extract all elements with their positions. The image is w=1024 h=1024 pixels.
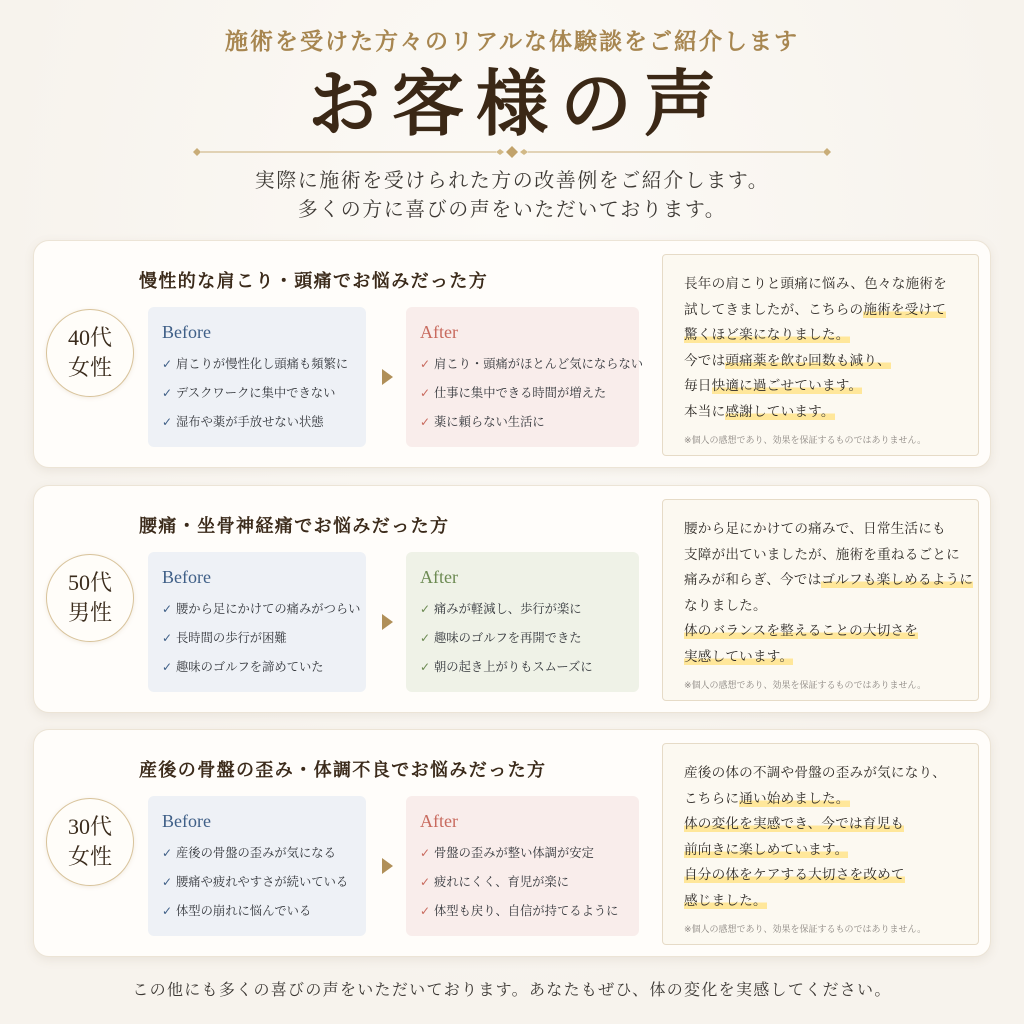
after-list	[420, 350, 643, 437]
comment-text: なりました。	[684, 597, 767, 614]
after-item	[420, 868, 618, 897]
intro-text	[0, 167, 1024, 225]
check-icon	[162, 653, 176, 682]
after-list	[420, 839, 618, 926]
after-label: After	[420, 811, 458, 831]
comment-text: 今では	[684, 352, 726, 369]
before-list	[162, 595, 360, 682]
customer-gender: 女性	[67, 355, 112, 380]
check-icon	[162, 624, 176, 653]
check-icon	[420, 897, 434, 926]
comment-text: 支障が出ていましたが、施術を重ねるごとに	[684, 546, 960, 563]
customer-badge	[46, 309, 134, 397]
check-icon	[420, 839, 434, 868]
closing-message: この他にも多くの喜びの声をいただいております。あなたもぜひ、体の変化を実感してください。	[132, 982, 892, 999]
check-icon	[420, 595, 434, 624]
before-list	[162, 350, 348, 437]
customer-age: 40代	[67, 325, 112, 350]
comment-line	[684, 374, 978, 400]
before-item-text: 産後の骨盤の歪みが気になる	[176, 846, 336, 860]
before-item	[162, 408, 348, 437]
comment-line	[684, 272, 978, 298]
comment-line	[684, 787, 978, 813]
before-panel	[148, 796, 366, 936]
comment-line	[684, 400, 978, 426]
comment-highlight: 自分の体をケアする大切さを改めて	[684, 867, 905, 883]
check-icon	[162, 595, 176, 624]
comment-text: 腰から足にかけての痛みで、日常生活にも	[684, 521, 946, 537]
testimonial-card	[33, 729, 991, 957]
after-item	[420, 379, 643, 408]
comment-highlight: 快適に過ごせています。	[711, 378, 863, 394]
check-icon	[420, 379, 434, 408]
comment-highlight: 体のバランスを整えることの大切さを	[684, 623, 919, 639]
check-icon	[162, 839, 176, 868]
after-panel	[406, 796, 639, 936]
after-panel	[406, 307, 644, 447]
after-list	[420, 595, 593, 682]
before-panel	[148, 552, 366, 692]
after-item	[420, 653, 593, 682]
check-icon	[420, 653, 434, 682]
before-item-text: 体型の崩れに悩んでいる	[176, 904, 312, 918]
comment-text: こちらに	[684, 790, 740, 807]
before-item-text: 趣味のゴルフを諦めていた	[176, 660, 324, 674]
triangle-right-icon	[382, 858, 393, 874]
after-label: After	[420, 567, 458, 587]
before-list	[162, 839, 348, 926]
comment-highlight: 頭痛薬を飲む回数も減り、	[725, 352, 891, 369]
comment-highlight: 感じました。	[684, 892, 767, 909]
after-item-text: 朝の起き上がりもスムーズに	[434, 660, 593, 674]
comment-line	[684, 298, 978, 324]
comment-highlight: 実感しています。	[684, 648, 794, 665]
check-icon	[162, 897, 176, 926]
customer-comment	[662, 499, 979, 701]
comment-line	[684, 323, 978, 349]
comment-line	[684, 568, 978, 594]
comment-text: 産後の体の不調や骨盤の歪みが気になり、	[684, 765, 947, 781]
customer-age: 50代	[67, 570, 112, 595]
comment-text: 試してきましたが、こちらの	[684, 301, 864, 318]
comment-text: 毎日	[684, 378, 712, 394]
comment-line	[684, 543, 978, 569]
customer-gender: 男性	[67, 600, 112, 625]
before-item	[162, 595, 360, 624]
triangle-right-icon	[382, 369, 393, 385]
before-item	[162, 624, 360, 653]
before-label: Before	[162, 811, 211, 831]
disclaimer-note: ※個人の感想であり、効果を保証するものではありません。	[684, 436, 927, 446]
comment-line	[684, 349, 978, 375]
disclaimer-note: ※個人の感想であり、効果を保証するものではありません。	[684, 925, 927, 935]
comment-highlight: 通い始めました。	[739, 790, 850, 807]
comment-highlight: 体の変化を実感でき、今では育児も	[684, 816, 905, 832]
comment-highlight: ゴルフも楽しめるように	[821, 572, 974, 588]
comment-line	[684, 619, 978, 645]
after-item	[420, 595, 593, 624]
customer-comment	[662, 254, 979, 456]
comment-highlight: 感謝しています。	[725, 403, 835, 420]
after-item-text: 趣味のゴルフを再開できた	[434, 631, 582, 645]
testimonial-card	[33, 240, 991, 468]
after-item	[420, 624, 593, 653]
check-icon	[420, 624, 434, 653]
after-panel	[406, 552, 639, 692]
comment-line	[684, 517, 978, 543]
check-icon	[162, 868, 176, 897]
after-item-text: 体型も戻り、自信が持てるように	[434, 904, 619, 918]
comment-highlight: 前向きに楽しめています。	[684, 841, 849, 858]
comment-text: 長年の肩こりと頭痛に悩み、色々な施術を	[684, 276, 947, 292]
after-item	[420, 897, 618, 926]
before-item	[162, 897, 348, 926]
before-label: Before	[162, 567, 211, 587]
before-item	[162, 379, 348, 408]
comment-line	[684, 594, 978, 620]
after-item	[420, 350, 643, 379]
before-panel	[148, 307, 366, 447]
customer-age: 30代	[67, 814, 112, 839]
after-item-text: 仕事に集中できる時間が増えた	[434, 386, 607, 400]
comment-line	[684, 761, 978, 787]
after-item-text: 疲れにくく、育児が楽に	[434, 875, 570, 889]
before-item	[162, 653, 360, 682]
comment-line	[684, 889, 978, 915]
customer-badge	[46, 554, 134, 642]
comment-highlight: 驚くほど楽になりました。	[684, 327, 850, 343]
after-item-text: 肩こり・頭痛がほとんど気にならない	[434, 357, 644, 371]
comment-line	[684, 645, 978, 671]
comment-line	[684, 838, 978, 864]
after-item-text: 骨盤の歪みが整い体調が安定	[434, 846, 594, 860]
before-label: Before	[162, 322, 211, 342]
check-icon	[162, 408, 176, 437]
before-item-text: デスクワークに集中できない	[176, 386, 336, 400]
comment-text: 痛みが和らぎ、今では	[684, 572, 822, 588]
before-item-text: 腰痛や疲れやすさが続いている	[176, 875, 349, 889]
check-icon	[162, 350, 176, 379]
after-item-text: 痛みが軽減し、歩行が楽に	[434, 602, 582, 616]
check-icon	[162, 379, 176, 408]
testimonial-card	[33, 485, 991, 713]
case-heading: 慢性的な肩こり・頭痛でお悩みだった方	[139, 271, 489, 291]
before-item-text: 長時間の歩行が困難	[176, 631, 287, 645]
after-label: After	[420, 322, 458, 342]
triangle-right-icon	[382, 614, 393, 630]
check-icon	[420, 408, 434, 437]
before-item	[162, 868, 348, 897]
customer-comment	[662, 743, 979, 945]
comment-text: 本当に	[684, 403, 726, 420]
intro-line: 実際に施術を受けられた方の改善例をご紹介します。	[254, 170, 770, 192]
check-icon	[420, 868, 434, 897]
check-icon	[420, 350, 434, 379]
before-item-text: 腰から足にかけての痛みがつらい	[176, 602, 361, 616]
before-item-text: 湿布や薬が手放せない状態	[176, 415, 324, 429]
customer-badge	[46, 798, 134, 886]
case-heading: 腰痛・坐骨神経痛でお悩みだった方	[139, 516, 450, 536]
diamond-ornament-icon	[191, 145, 833, 159]
comment-line	[684, 812, 978, 838]
disclaimer-note: ※個人の感想であり、効果を保証するものではありません。	[684, 681, 927, 691]
page-title: お客様の声	[307, 65, 728, 145]
comment-line	[684, 863, 978, 889]
after-item	[420, 408, 643, 437]
section-lead: 施術を受けた方々のリアルな体験談をご紹介します	[224, 29, 800, 54]
comment-highlight: 施術を受けて	[863, 301, 947, 318]
after-item-text: 薬に頼らない生活に	[434, 415, 545, 429]
after-item	[420, 839, 618, 868]
before-item-text: 肩こりが慢性化し頭痛も頻繁に	[176, 357, 349, 371]
case-heading: 産後の骨盤の歪み・体調不良でお悩みだった方	[139, 760, 547, 780]
intro-line: 多くの方に喜びの声をいただいております。	[297, 199, 727, 221]
before-item	[162, 839, 348, 868]
before-item	[162, 350, 348, 379]
customer-gender: 女性	[67, 844, 112, 869]
